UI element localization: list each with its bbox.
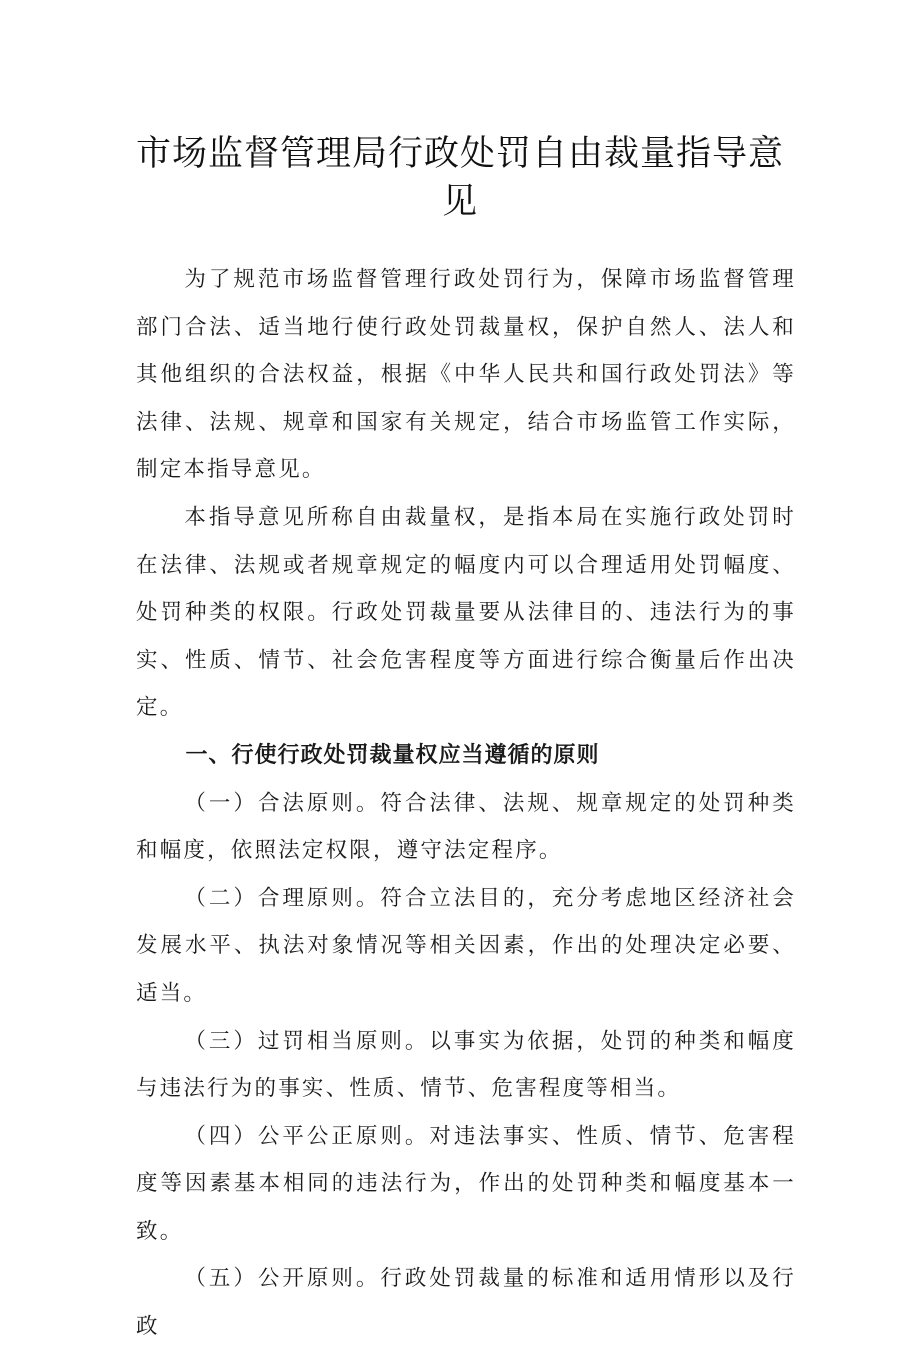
document-title: 市场监督管理局行政处罚自由裁量指导意见 — [135, 134, 784, 222]
principle-paragraph-legality: （一）合法原则。符合法律、法规、规章规定的处罚种类和幅度，依照法定权限，遵守法定程序。 — [136, 790, 796, 864]
principle-paragraph-fairness: （四）公平公正原则。对违法事实、性质、情节、危害程度等因素基本相同的违法行为，作出的处罚种类和幅度基本一致。 — [136, 1123, 796, 1244]
definition-paragraph: 本指导意见所称自由裁量权，是指本局在实施行政处罚时在法律、法规或者规章规定的幅度内可以合理适用处罚幅度、处罚种类的权限。行政处罚裁量要从法律目的、违法行为的事实、性质、情节、社会危害程度等方面进行综合衡量后作出决定。 — [136, 504, 796, 721]
principle-paragraph-reasonableness: （二）合理原则。符合立法目的，充分考虑地区经济社会发展水平、执法对象情况等相关因素，作出的处理决定必要、适当。 — [136, 885, 796, 1006]
document-body — [136, 256, 796, 1351]
principle-paragraph-proportionality: （三）过罚相当原则。以事实为依据，处罚的种类和幅度与违法行为的事实、性质、情节、危害程度等相当。 — [136, 1028, 796, 1102]
intro-paragraph: 为了规范市场监督管理行政处罚行为，保障市场监督管理部门合法、适当地行使行政处罚裁量权，保护自然人、法人和其他组织的合法权益，根据《中华人民共和国行政处罚法》等法律、法规、规章和国家有关规定，结合市场监管工作实际，制定本指导意见。 — [136, 267, 796, 483]
principle-paragraph-openness: （五）公开原则。行政处罚裁量的标准和适用情形以及行政 — [136, 1266, 796, 1340]
section-heading: 一、行使行政处罚裁量权应当遵循的原则 — [185, 742, 600, 768]
